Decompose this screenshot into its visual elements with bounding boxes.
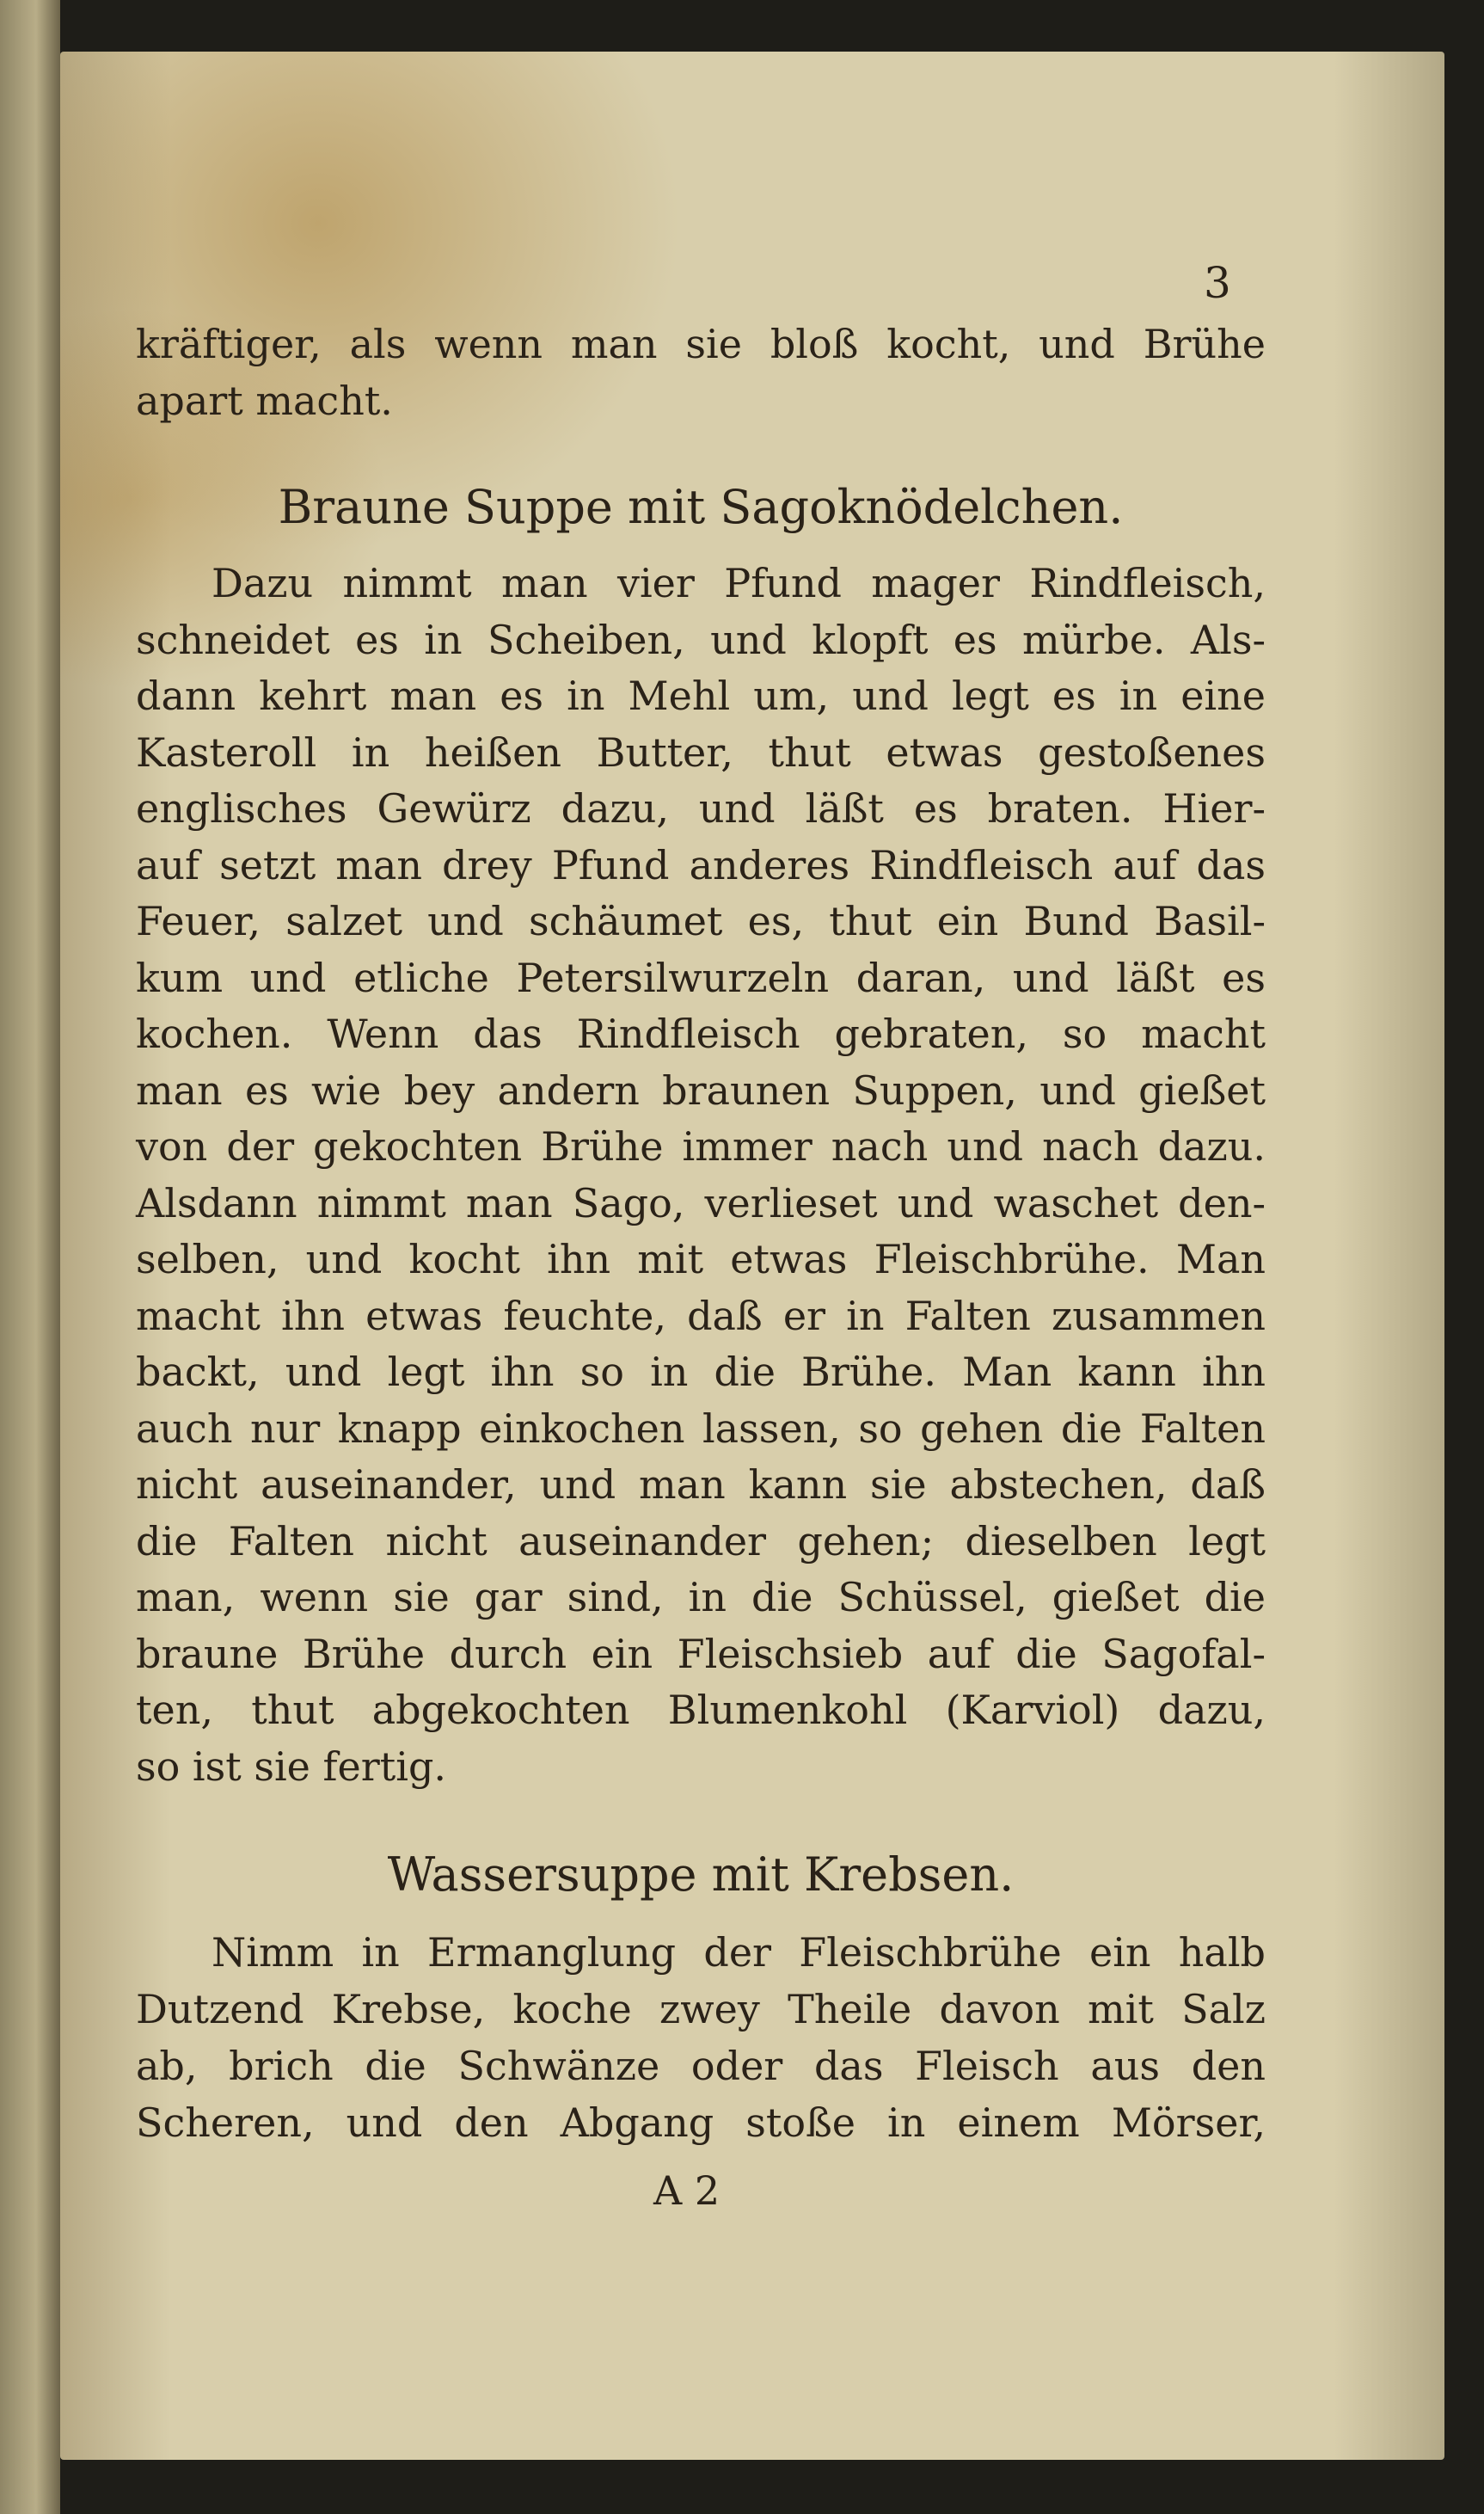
text-line: Dazu nimmt man vier Pfund mager Rindfleisch,	[212, 560, 1266, 606]
section-heading-wassersuppe: Wassersuppe mit Krebsen.	[387, 1847, 1015, 1902]
text-line: so ist sie fertig.	[136, 1743, 447, 1790]
text-line: braune Brühe durch ein Fleischsieb auf die Sagofal-	[136, 1630, 1266, 1677]
text-line: apart macht.	[136, 378, 393, 424]
text-line: ab, brich die Schwänze oder das Fleisch aus den	[136, 2043, 1266, 2089]
text-line: auch nur knapp einkochen lassen, so gehen die Falten	[136, 1405, 1266, 1452]
text-line: Scheren, und den Abgang stoße in einem Mörser,	[136, 2099, 1266, 2146]
text-line: Kasteroll in heißen Butter, thut etwas gestoßenes	[136, 728, 1266, 776]
text-line: man es wie bey andern braunen Suppen, und gießet	[136, 1066, 1266, 1114]
text-line: man, wenn sie gar sind, in die Schüssel, gießet die	[136, 1574, 1266, 1620]
text-line: auf setzt man drey Pfund anderes Rindfleisch auf das	[136, 841, 1266, 888]
text-line: Nimm in Ermanglung der Fleischbrühe ein halb	[212, 1929, 1266, 1976]
text-line: Alsdann nimmt man Sago, verlieset und waschet den-	[136, 1179, 1266, 1226]
text-line: schneidet es in Scheiben, und klopft es mürbe. Als-	[136, 616, 1266, 663]
text-line: Dutzend Krebse, koche zwey Theile davon mit Salz	[136, 1986, 1266, 2032]
previous-page-edge	[0, 0, 60, 2514]
text-line: backt, und legt ihn so in die Brühe. Man kann ihn	[136, 1349, 1266, 1395]
text-line: nicht auseinander, und man kann sie abstechen, daß	[136, 1461, 1266, 1508]
text-line: kräftiger, als wenn man sie bloß kocht, und Brühe	[136, 321, 1266, 367]
text-line: englisches Gewürz dazu, und läßt es braten. Hier-	[136, 785, 1266, 832]
text-line: kochen. Wenn das Rindfleisch gebraten, so macht	[136, 1011, 1266, 1057]
page-number: 3	[1204, 258, 1231, 308]
section-heading-braune-suppe: Braune Suppe mit Sagoknödelchen.	[278, 480, 1124, 534]
signature-mark: A 2	[653, 2167, 721, 2214]
text-line: die Falten nicht auseinander gehen; dieselben legt	[136, 1517, 1266, 1564]
text-line: selben, und kocht ihn mit etwas Fleischbrühe. Man	[136, 1236, 1266, 1282]
text-line: macht ihn etwas feuchte, daß er in Falten zusammen	[136, 1292, 1266, 1339]
text-line: ten, thut abgekochten Blumenkohl (Karviol) dazu,	[136, 1687, 1266, 1733]
text-line: von der gekochten Brühe immer nach und nach dazu.	[136, 1123, 1266, 1170]
text-line: dann kehrt man es in Mehl um, und legt es in eine	[136, 673, 1266, 719]
text-line: Feuer, salzet und schäumet es, thut ein Bund Basil-	[136, 898, 1266, 944]
text-line: kum und etliche Petersilwurzeln daran, und läßt es	[136, 954, 1266, 1001]
